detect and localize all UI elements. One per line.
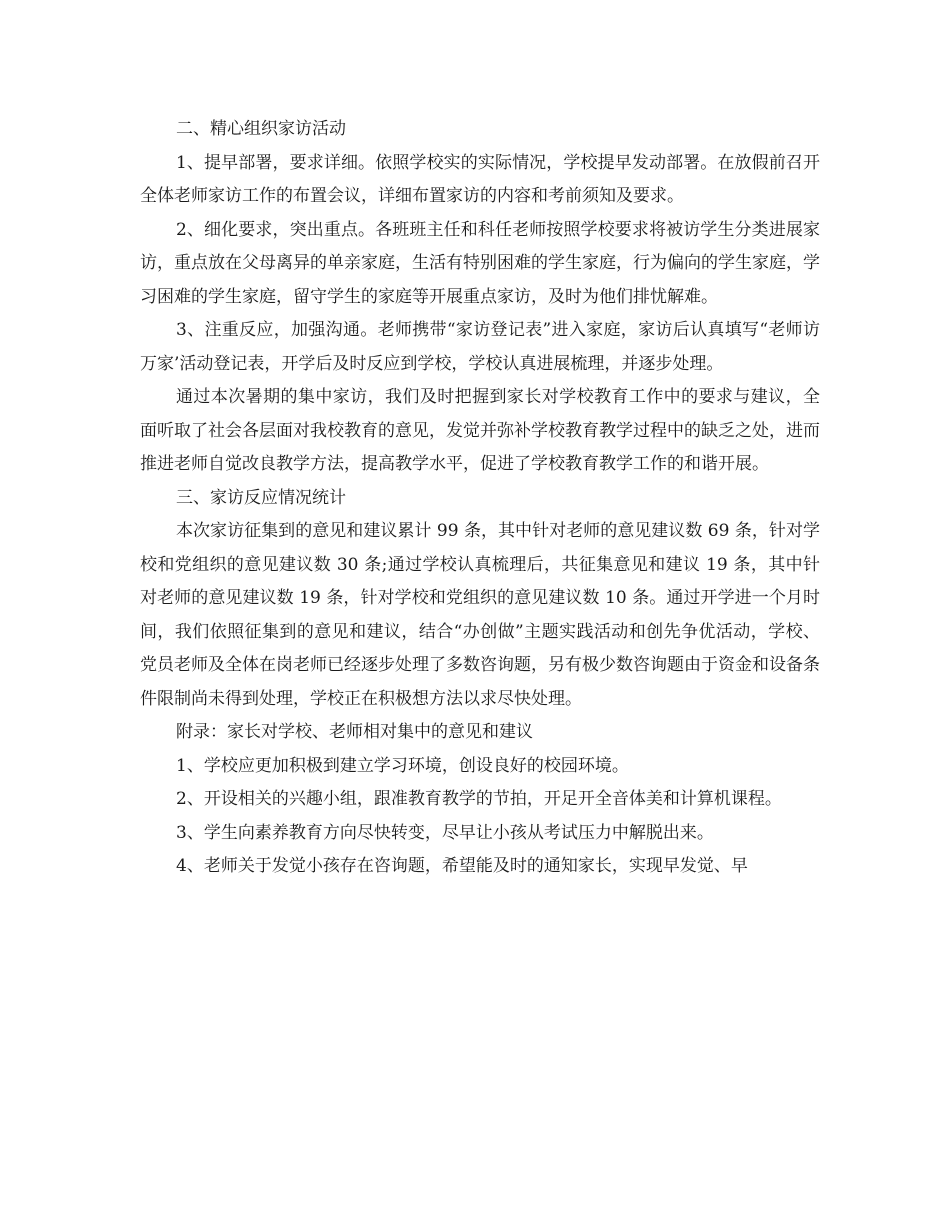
paragraph-summary: 通过本次暑期的集中家访，我们及时把握到家长对学校教育工作中的要求与建议，全面听取了社会各层面对我校教育的意见，发觉并弥补学校教育教学过程中的缺乏之处，进而推进老师自觉改良教学方法，提高教学水平，促进了学校教育教学工作的和谐开展。 [140, 387, 820, 474]
paragraph-item-2: 2、细化要求，突出重点。各班班主任和科任老师按照学校要求将被访学生分类进展家访，重点放在父母离异的单亲家庭，生活有特别困难的学生家庭，行为偏向的学生家庭，学习困难的学生家庭，留守学生的家庭等开展重点家访，及时为他们排忧解难。 [140, 219, 820, 307]
document-body [140, 113, 820, 884]
paragraph-item-1: 1、提早部署，要求详细。依照学校实的实际情况，学校提早发动部署。在放假前召开全体老师家访工作的布置会议，详细布置家访的内容和考前须知及要求。 [140, 152, 820, 206]
suggestion-item-3: 3、学生向素养教育方向尽快转变，尽早让小孩从考试压力中解脱出来。 [176, 822, 714, 843]
appendix-heading: 附录：家长对学校、老师相对集中的意见和建议 [176, 722, 533, 742]
section-heading-feedback-statistics: 三、家访反应情况统计 [176, 487, 346, 508]
section-heading-home-visit-activities: 二、精心组织家访活动 [176, 119, 346, 139]
suggestion-item-1: 1、学校应更加积极到建立学习环境，创设良好的校园环境。 [176, 755, 629, 776]
suggestion-item-4: 4、老师关于发觉小孩存在咨询题，希望能及时的通知家长，实现早发觉、早 [176, 856, 748, 876]
paragraph-statistics: 本次家访征集到的意见和建议累计 99 条，其中针对老师的意见建议数 69 条，针对学校和党组织的意见建议数 30 条;通过学校认真梳理后，共征集意见和建议 19 条，其中针对老师的意见建议数 19 条，针对学校和党组织的意见建议数 10 条。通过开学进一个月时间，我们依照征集到的意见和建议，结合“办创做”主题实践活动和创先争优活动，学校、党员老师及全体在岗老师已经逐步处理了多数咨询题，另有极少数咨询题由于资金和设备条件限制尚未得到处理，学校正在积极想方法以求尽快处理。 [140, 521, 820, 709]
paragraph-item-3: 3、注重反应，加强沟通。老师携带“家访登记表”进入家庭，家访后认真填写“老师访万家’活动登记表，开学后及时反应到学校，学校认真进展梳理，并逐步处理。 [140, 320, 820, 374]
suggestion-item-2: 2、开设相关的兴趣小组，跟准教育教学的节拍，开足开全音体美和计算机课程。 [176, 789, 782, 809]
